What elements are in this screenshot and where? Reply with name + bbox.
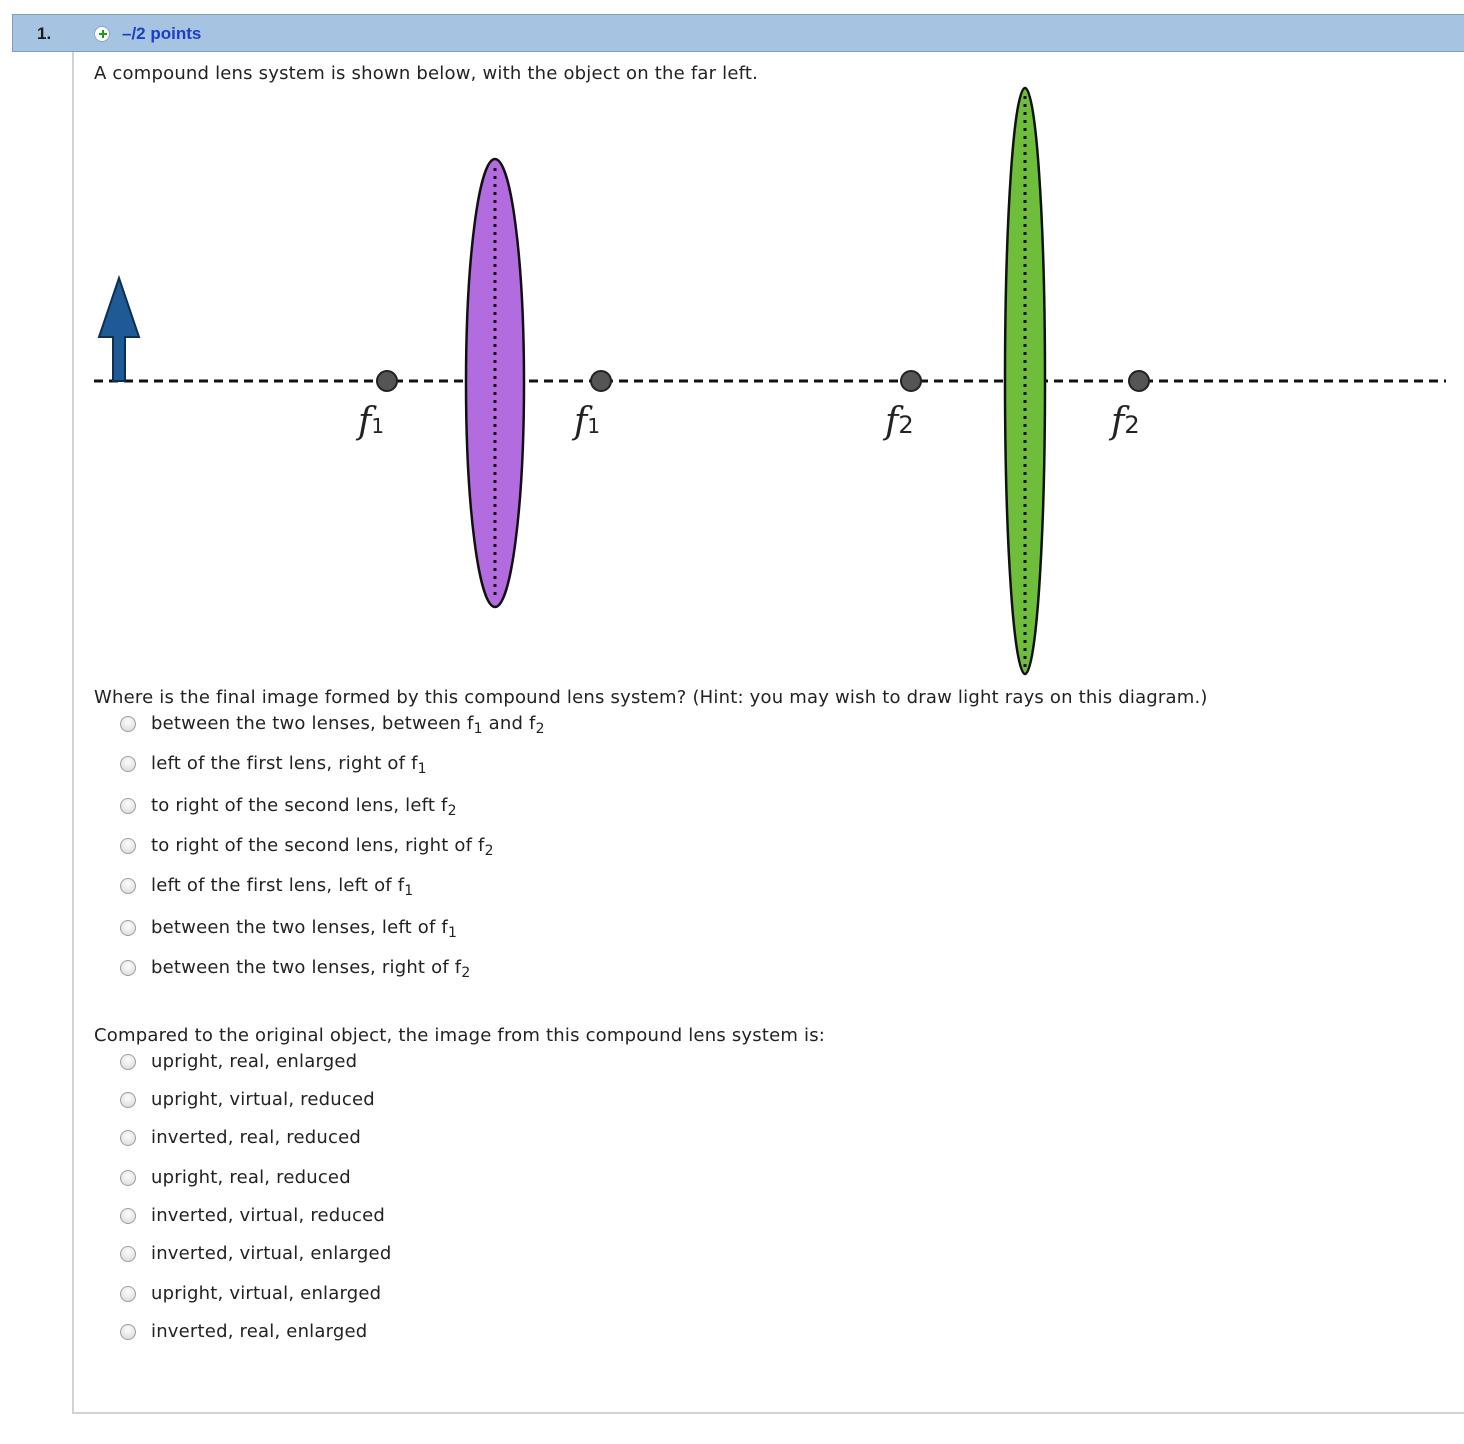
focal-point-f2-right [1129, 371, 1149, 391]
part2-radio-2[interactable] [120, 1092, 136, 1108]
part1-radio-7[interactable] [120, 960, 136, 976]
question-number: 1. [37, 24, 52, 43]
part1-radio-3[interactable] [120, 798, 136, 814]
object-arrow [99, 278, 139, 381]
focal-label-f1-right: f1 [574, 401, 601, 442]
answer-option-label[interactable]: left of the first lens, right of $f_1$ [151, 753, 427, 777]
part2-radio-1[interactable] [120, 1054, 136, 1070]
part1-prompt: Where is the final image formed by this compound lens system? (Hint: you may wish to draw light rays on this diagram.) [94, 687, 1208, 708]
answer-option-label[interactable]: upright, real, reduced [151, 1167, 351, 1188]
part1-radio-1[interactable] [120, 716, 136, 732]
part2-radio-6[interactable] [120, 1246, 136, 1262]
focal-label-f2-right: f2 [1111, 401, 1140, 442]
part2-radio-7[interactable] [120, 1286, 136, 1302]
part2-radio-4[interactable] [120, 1170, 136, 1186]
part2-prompt: Compared to the original object, the image from this compound lens system is: [94, 1025, 826, 1046]
lens-diagram [0, 0, 1464, 690]
focal-label-f2-left: f2 [885, 401, 914, 442]
answer-option-label[interactable]: upright, virtual, enlarged [151, 1283, 382, 1304]
part1-radio-2[interactable] [120, 756, 136, 772]
focal-point-f2-left [901, 371, 921, 391]
answer-option-label[interactable]: inverted, virtual, enlarged [151, 1243, 392, 1264]
answer-option-label[interactable]: between the two lenses, right of $f_2$ [151, 957, 471, 981]
answer-option-label[interactable]: left of the first lens, left of $f_1$ [151, 875, 414, 899]
points-link[interactable]: –/2 points [122, 24, 202, 43]
answer-option-label[interactable]: inverted, virtual, reduced [151, 1205, 386, 1226]
part2-radio-5[interactable] [120, 1208, 136, 1224]
focal-point-f1-right [591, 371, 611, 391]
answer-option-label[interactable]: upright, real, enlarged [151, 1051, 358, 1072]
answer-option-label[interactable]: between the two lenses, between $f_1$ and $f_2$ [151, 713, 545, 737]
question-intro: A compound lens system is shown below, with the object on the far left. [94, 63, 759, 84]
answer-option-label[interactable]: to right of the second lens, left $f_2$ [151, 795, 457, 819]
part2-radio-8[interactable] [120, 1324, 136, 1340]
part2-radio-3[interactable] [120, 1130, 136, 1146]
part1-radio-6[interactable] [120, 920, 136, 936]
part1-radio-5[interactable] [120, 878, 136, 894]
answer-option-label[interactable]: inverted, real, enlarged [151, 1321, 368, 1342]
focal-point-f1-left [377, 371, 397, 391]
part1-radio-4[interactable] [120, 838, 136, 854]
answer-option-label[interactable]: upright, virtual, reduced [151, 1089, 375, 1110]
answer-option-label[interactable]: to right of the second lens, right of $f_2$ [151, 835, 494, 859]
answer-option-label[interactable]: inverted, real, reduced [151, 1127, 362, 1148]
answer-option-label[interactable]: between the two lenses, left of $f_1$ [151, 917, 458, 941]
focal-label-f1-left: f1 [358, 401, 385, 442]
